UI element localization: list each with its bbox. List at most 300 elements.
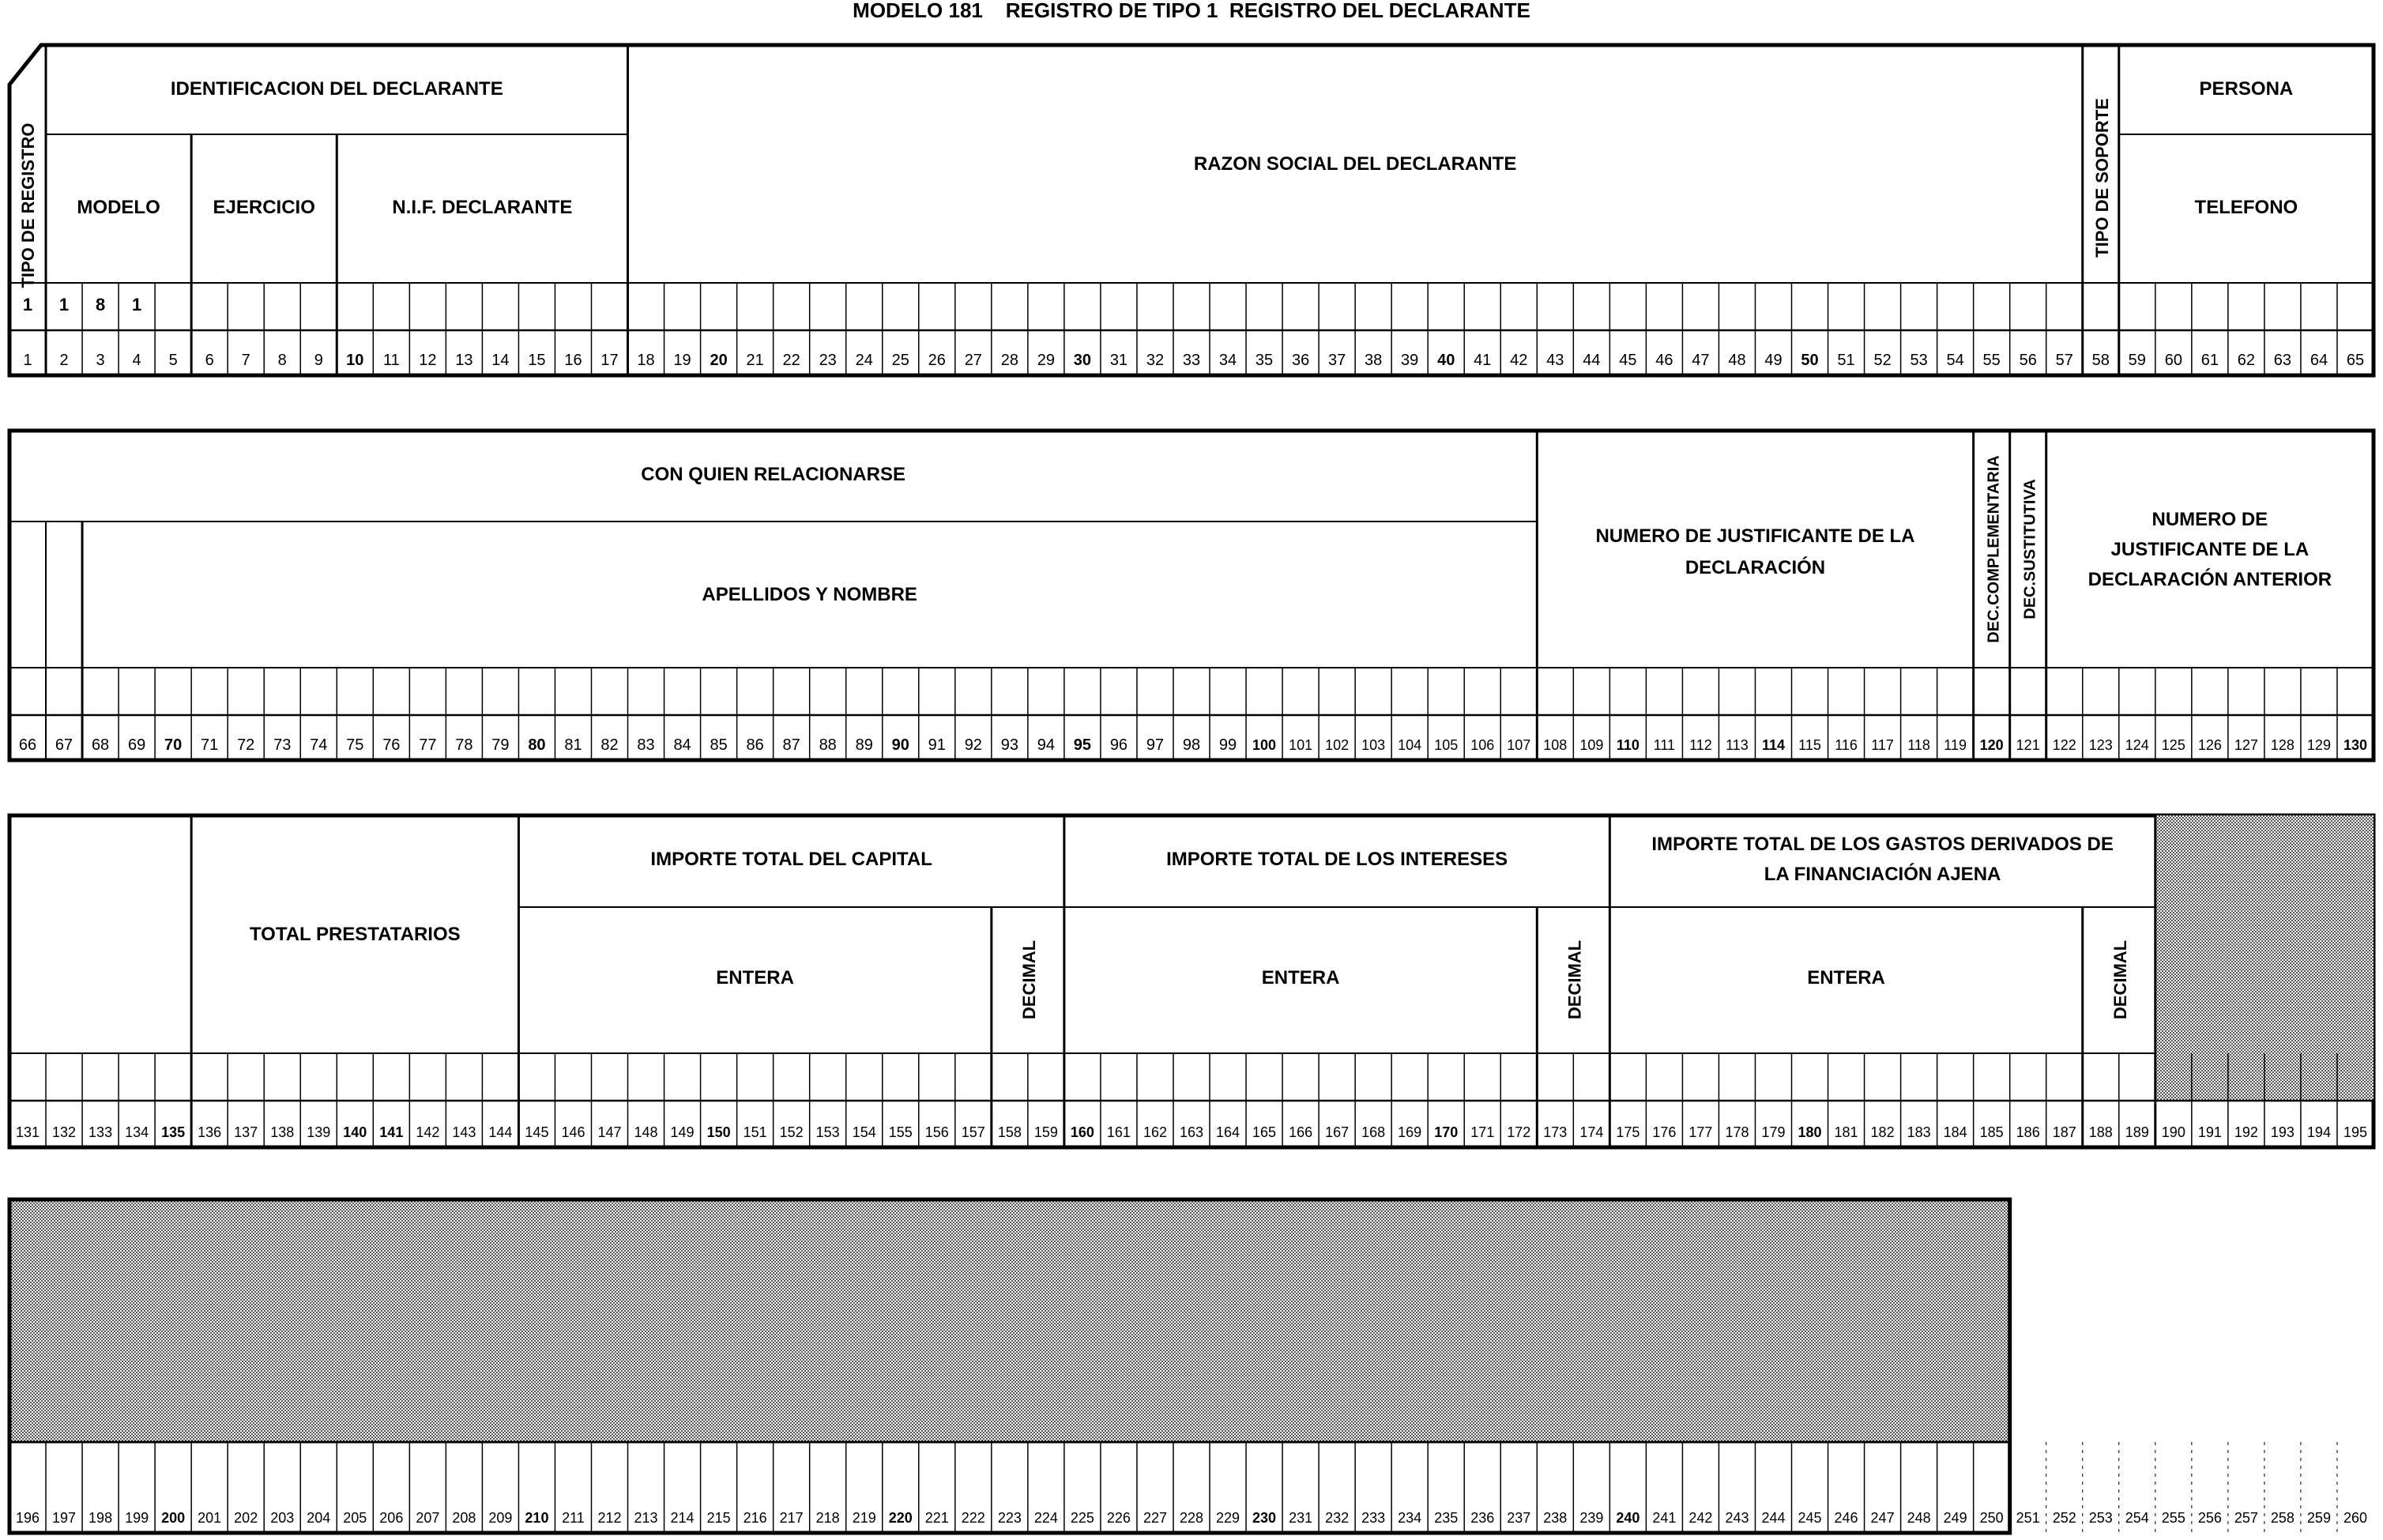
- position-number: 18: [637, 352, 655, 369]
- position-number: 165: [1252, 1124, 1277, 1140]
- position-number: 178: [1725, 1124, 1749, 1140]
- position-number: 86: [746, 736, 764, 754]
- position-number: 135: [161, 1124, 186, 1140]
- position-number: 12: [419, 352, 437, 369]
- position-number: 259: [2306, 1510, 2331, 1526]
- position-number: 146: [561, 1124, 585, 1140]
- position-number: 19: [673, 352, 691, 369]
- position-number: 31: [1109, 352, 1128, 369]
- position-number: 185: [1979, 1124, 2004, 1140]
- position-number: 125: [2161, 737, 2185, 753]
- position-number: 175: [1616, 1124, 1640, 1140]
- position-number: 257: [2234, 1510, 2258, 1526]
- position-number: 103: [1361, 737, 1386, 753]
- position-number: 67: [55, 736, 73, 754]
- position-number: 3: [96, 352, 105, 369]
- position-number: 76: [382, 736, 401, 754]
- position-number: 121: [2016, 737, 2040, 753]
- position-number: 35: [1255, 352, 1274, 369]
- position-number: 245: [1798, 1510, 1822, 1526]
- position-number: 97: [1146, 736, 1165, 754]
- position-number: 258: [2270, 1510, 2295, 1526]
- section-importes: [9, 815, 2374, 1147]
- position-number: 163: [1179, 1124, 1204, 1140]
- position-number: 235: [1434, 1510, 1459, 1526]
- position-number: 194: [2306, 1124, 2331, 1140]
- position-number: 188: [2088, 1124, 2113, 1140]
- position-number: 101: [1289, 737, 1313, 753]
- num-justificante-anterior-label: JUSTIFICANTE DE LA: [2110, 539, 2310, 560]
- num-justificante-label: NUMERO DE JUSTIFICANTE DE LA: [1595, 525, 1915, 547]
- position-number: 136: [198, 1124, 222, 1140]
- position-number: 227: [1143, 1510, 1167, 1526]
- position-number: 106: [1470, 737, 1495, 753]
- position-number: 119: [1944, 737, 1967, 753]
- position-number: 184: [1943, 1124, 1967, 1140]
- position-number: 164: [1216, 1124, 1240, 1140]
- position-number: 153: [815, 1124, 840, 1140]
- position-number: 122: [2052, 737, 2076, 753]
- position-number: 224: [1033, 1510, 1058, 1526]
- con-quien-label: CON QUIEN RELACIONARSE: [641, 464, 905, 485]
- position-number: 10: [346, 352, 364, 369]
- position-number: 120: [1979, 737, 2004, 753]
- position-number: 7: [241, 352, 250, 369]
- position-number: 46: [1655, 352, 1673, 369]
- form-title: MODELO 181 REGISTRO DE TIPO 1 REGISTRO DEL DECLARANTE: [853, 0, 1530, 22]
- position-number: 213: [634, 1510, 658, 1526]
- tipo-soporte-label: TIPO DE SOPORTE: [2091, 98, 2112, 258]
- position-number: 217: [779, 1510, 804, 1526]
- prefilled-digit: 8: [95, 295, 106, 314]
- position-number: 112: [1689, 737, 1712, 753]
- position-number: 251: [2016, 1510, 2040, 1526]
- position-number: 248: [1907, 1510, 1931, 1526]
- position-number: 129: [2306, 737, 2331, 753]
- position-number: 33: [1182, 352, 1201, 369]
- position-number: 226: [1106, 1510, 1131, 1526]
- position-number: 108: [1543, 737, 1568, 753]
- position-number: 219: [852, 1510, 876, 1526]
- position-number: 6: [205, 352, 214, 369]
- section-reserved: [9, 1199, 2367, 1533]
- position-number: 158: [997, 1124, 1022, 1140]
- position-number: 50: [1801, 352, 1819, 369]
- position-number: 55: [1982, 352, 2001, 369]
- position-number: 192: [2234, 1124, 2258, 1140]
- position-number: 182: [1870, 1124, 1895, 1140]
- position-number: 93: [1000, 736, 1018, 754]
- position-number: 225: [1070, 1510, 1094, 1526]
- position-number: 54: [1946, 352, 1964, 369]
- persona-label: PERSONA: [2199, 78, 2294, 100]
- position-number: 131: [15, 1124, 40, 1140]
- position-number: 202: [234, 1510, 258, 1526]
- position-number: 100: [1252, 737, 1277, 753]
- position-number: 167: [1325, 1124, 1350, 1140]
- position-number: 109: [1579, 737, 1604, 753]
- prefilled-digit: 1: [131, 295, 142, 314]
- position-number: 211: [562, 1510, 585, 1526]
- position-number: 177: [1688, 1124, 1713, 1140]
- position-number: 124: [2125, 737, 2149, 753]
- position-number: 196: [15, 1510, 40, 1526]
- position-number: 66: [18, 736, 37, 754]
- decimal-label: DECIMAL: [1018, 939, 1039, 1020]
- position-number: 88: [819, 736, 837, 754]
- position-number: 56: [2019, 352, 2037, 369]
- position-number: 8: [277, 352, 287, 369]
- position-number: 9: [314, 352, 323, 369]
- position-number: 113: [1726, 737, 1749, 753]
- position-number: 23: [819, 352, 837, 369]
- position-number: 36: [1291, 352, 1310, 369]
- position-number: 84: [673, 736, 691, 754]
- position-number: 236: [1470, 1510, 1495, 1526]
- position-number: 253: [2088, 1510, 2113, 1526]
- position-number: 85: [710, 736, 728, 754]
- position-number: 98: [1182, 736, 1201, 754]
- position-number: 132: [52, 1124, 77, 1140]
- position-number: 160: [1070, 1124, 1094, 1140]
- position-number: 139: [307, 1124, 331, 1140]
- position-number: 141: [379, 1124, 404, 1140]
- entera-label: ENTERA: [716, 967, 794, 988]
- position-number: 145: [525, 1124, 549, 1140]
- position-number: 137: [234, 1124, 258, 1140]
- position-number: 260: [2343, 1510, 2368, 1526]
- position-number: 168: [1361, 1124, 1386, 1140]
- position-number: 77: [419, 736, 437, 754]
- position-number: 156: [924, 1124, 949, 1140]
- position-number: 255: [2161, 1510, 2185, 1526]
- position-number: 176: [1652, 1124, 1677, 1140]
- position-number: 15: [528, 352, 546, 369]
- num-justificante-anterior-label: DECLARACIÓN ANTERIOR: [2087, 569, 2332, 590]
- position-number: 134: [125, 1124, 149, 1140]
- position-number: 133: [88, 1124, 113, 1140]
- position-number: 183: [1907, 1124, 1931, 1140]
- position-number: 37: [1327, 352, 1346, 369]
- section-declarante: [9, 45, 2374, 375]
- shaded-area: [9, 1199, 2010, 1442]
- position-number: 179: [1761, 1124, 1786, 1140]
- position-number: 221: [924, 1510, 949, 1526]
- position-number: 38: [1365, 352, 1383, 369]
- position-number: 65: [2346, 352, 2365, 369]
- position-number: 90: [891, 736, 909, 754]
- position-number: 223: [997, 1510, 1022, 1526]
- entera-label: ENTERA: [1807, 967, 1885, 988]
- position-number: 68: [91, 736, 110, 754]
- position-number: 162: [1143, 1124, 1167, 1140]
- capital-label: IMPORTE TOTAL DEL CAPITAL: [650, 849, 932, 870]
- position-number: 207: [416, 1510, 440, 1526]
- position-number: 173: [1543, 1124, 1568, 1140]
- position-number: 244: [1761, 1510, 1786, 1526]
- position-number: 91: [928, 736, 946, 754]
- position-number: 105: [1434, 737, 1459, 753]
- decimal-label: DECIMAL: [2110, 939, 2130, 1020]
- position-number: 149: [670, 1124, 695, 1140]
- position-number: 190: [2161, 1124, 2185, 1140]
- position-number: 111: [1653, 737, 1676, 753]
- position-number: 75: [346, 736, 364, 754]
- position-number: 13: [455, 352, 473, 369]
- position-number: 61: [2200, 352, 2219, 369]
- position-number: 43: [1546, 352, 1564, 369]
- position-number: 70: [164, 736, 183, 754]
- position-number: 199: [125, 1510, 149, 1526]
- position-number: 48: [1728, 352, 1746, 369]
- position-number: 24: [855, 352, 873, 369]
- position-number: 22: [782, 352, 800, 369]
- position-number: 242: [1688, 1510, 1713, 1526]
- total-prestatarios-label: TOTAL PRESTATARIOS: [249, 924, 461, 945]
- position-number: 11: [382, 352, 400, 369]
- position-number: 57: [2055, 352, 2073, 369]
- position-number: 239: [1579, 1510, 1604, 1526]
- position-number: 40: [1437, 352, 1455, 369]
- position-number: 215: [706, 1510, 731, 1526]
- position-number: 256: [2197, 1510, 2222, 1526]
- position-number: 102: [1325, 737, 1350, 753]
- position-number: 79: [491, 736, 510, 754]
- position-number: 81: [564, 736, 582, 754]
- intereses-label: IMPORTE TOTAL DE LOS INTERESES: [1166, 849, 1508, 870]
- position-number: 51: [1837, 352, 1855, 369]
- position-number: 170: [1434, 1124, 1459, 1140]
- position-number: 142: [416, 1124, 440, 1140]
- position-number: 82: [600, 736, 619, 754]
- position-number: 116: [1835, 737, 1858, 753]
- position-number: 53: [1910, 352, 1928, 369]
- entera-label: ENTERA: [1261, 967, 1340, 988]
- position-number: 104: [1398, 737, 1422, 753]
- position-number: 41: [1474, 352, 1492, 369]
- position-number: 47: [1692, 352, 1710, 369]
- position-number: 200: [161, 1510, 186, 1526]
- position-number: 159: [1033, 1124, 1058, 1140]
- modelo-label: MODELO: [77, 197, 160, 218]
- position-number: 80: [528, 736, 546, 754]
- position-number: 42: [1510, 352, 1528, 369]
- position-number: 201: [198, 1510, 222, 1526]
- position-number: 83: [637, 736, 655, 754]
- position-number: 233: [1361, 1510, 1386, 1526]
- section-relacionarse: [9, 431, 2374, 760]
- position-number: 99: [1218, 736, 1237, 754]
- frame: [9, 431, 2374, 760]
- position-number: 4: [132, 352, 141, 369]
- position-number: 189: [2125, 1124, 2149, 1140]
- position-number: 243: [1725, 1510, 1749, 1526]
- position-number: 92: [964, 736, 982, 754]
- position-number: 214: [670, 1510, 695, 1526]
- position-number: 58: [2091, 352, 2110, 369]
- position-number: 161: [1106, 1124, 1131, 1140]
- position-number: 44: [1583, 352, 1601, 369]
- position-number: 151: [743, 1124, 767, 1140]
- position-number: 73: [273, 736, 292, 754]
- position-number: 126: [2197, 737, 2222, 753]
- position-number: 186: [2016, 1124, 2040, 1140]
- position-number: 180: [1798, 1124, 1822, 1140]
- position-number: 231: [1289, 1510, 1313, 1526]
- position-number: 45: [1619, 352, 1637, 369]
- position-number: 206: [379, 1510, 404, 1526]
- gastos-label: IMPORTE TOTAL DE LOS GASTOS DERIVADOS DE: [1651, 834, 2114, 855]
- position-number: 115: [1798, 737, 1821, 753]
- position-number: 157: [961, 1124, 985, 1140]
- position-number: 246: [1834, 1510, 1858, 1526]
- position-number: 238: [1543, 1510, 1568, 1526]
- position-number: 154: [852, 1124, 876, 1140]
- position-number: 150: [706, 1124, 731, 1140]
- dec-sustitutiva-label: DEC.SUSTITUTIVA: [2021, 479, 2039, 619]
- position-number: 252: [2052, 1510, 2076, 1526]
- position-number: 25: [891, 352, 909, 369]
- position-number: 237: [1507, 1510, 1531, 1526]
- position-number: 71: [201, 736, 219, 754]
- position-number: 216: [743, 1510, 767, 1526]
- position-number: 21: [746, 352, 764, 369]
- position-number: 230: [1252, 1510, 1277, 1526]
- position-number: 195: [2343, 1124, 2368, 1140]
- position-number: 191: [2197, 1124, 2222, 1140]
- position-number: 209: [488, 1510, 513, 1526]
- ejercicio-label: EJERCICIO: [213, 197, 315, 218]
- position-number: 17: [600, 352, 619, 369]
- position-number: 62: [2237, 352, 2256, 369]
- position-number: 96: [1109, 736, 1128, 754]
- identificacion-label: IDENTIFICACION DEL DECLARANTE: [170, 78, 503, 100]
- position-number: 193: [2270, 1124, 2295, 1140]
- position-number: 74: [310, 736, 328, 754]
- position-number: 174: [1579, 1124, 1604, 1140]
- position-number: 118: [1907, 737, 1930, 753]
- position-number: 60: [2164, 352, 2182, 369]
- position-number: 32: [1146, 352, 1165, 369]
- position-number: 27: [964, 352, 982, 369]
- razon-social-label: RAZON SOCIAL DEL DECLARANTE: [1193, 153, 1517, 175]
- position-number: 172: [1507, 1124, 1531, 1140]
- position-number: 26: [928, 352, 946, 369]
- position-number: 34: [1218, 352, 1237, 369]
- position-number: 247: [1870, 1510, 1895, 1526]
- position-number: 59: [2128, 352, 2146, 369]
- gastos-label: LA FINANCIACIÓN AJENA: [1764, 864, 2001, 885]
- position-number: 220: [888, 1510, 913, 1526]
- nif-label: N.I.F. DECLARANTE: [392, 197, 573, 218]
- position-number: 222: [961, 1510, 985, 1526]
- position-number: 20: [710, 352, 728, 369]
- position-number: 204: [307, 1510, 331, 1526]
- position-number: 5: [168, 352, 178, 369]
- position-number: 29: [1037, 352, 1056, 369]
- position-number: 28: [1000, 352, 1018, 369]
- position-number: 64: [2310, 352, 2328, 369]
- position-number: 63: [2273, 352, 2292, 369]
- position-number: 228: [1179, 1510, 1204, 1526]
- position-number: 229: [1216, 1510, 1240, 1526]
- position-number: 205: [343, 1510, 367, 1526]
- position-number: 148: [634, 1124, 658, 1140]
- prefilled-digit: 1: [58, 295, 70, 314]
- position-number: 140: [343, 1124, 367, 1140]
- position-number: 198: [88, 1510, 113, 1526]
- position-number: 123: [2088, 737, 2113, 753]
- position-number: 241: [1652, 1510, 1677, 1526]
- position-number: 166: [1289, 1124, 1313, 1140]
- position-number: 95: [1073, 736, 1092, 754]
- position-number: 187: [2052, 1124, 2076, 1140]
- position-number: 94: [1037, 736, 1056, 754]
- position-number: 72: [237, 736, 255, 754]
- position-number: 203: [270, 1510, 295, 1526]
- position-number: 127: [2234, 737, 2258, 753]
- dec-complementaria-label: DEC.COMPLEMENTARIA: [1985, 455, 2003, 643]
- position-number: 52: [1873, 352, 1892, 369]
- position-number: 218: [815, 1510, 840, 1526]
- position-number: 249: [1943, 1510, 1967, 1526]
- position-number: 107: [1507, 737, 1531, 753]
- position-number: 128: [2270, 737, 2295, 753]
- position-number: 155: [888, 1124, 913, 1140]
- apellidos-label: APELLIDOS Y NOMBRE: [702, 584, 917, 605]
- position-number: 1: [23, 352, 32, 369]
- position-number: 144: [488, 1124, 513, 1140]
- position-number: 130: [2343, 737, 2368, 753]
- position-number: 49: [1764, 352, 1783, 369]
- position-number: 2: [59, 352, 69, 369]
- position-number: 232: [1325, 1510, 1350, 1526]
- position-number: 197: [52, 1510, 77, 1526]
- position-number: 210: [525, 1510, 549, 1526]
- decimal-label: DECIMAL: [1564, 939, 1585, 1020]
- position-number: 212: [597, 1510, 622, 1526]
- position-number: 171: [1470, 1124, 1495, 1140]
- position-number: 69: [127, 736, 146, 754]
- position-number: 138: [270, 1124, 295, 1140]
- position-number: 169: [1398, 1124, 1422, 1140]
- position-number: 152: [779, 1124, 804, 1140]
- prefilled-digit: 1: [22, 295, 33, 314]
- position-number: 39: [1401, 352, 1419, 369]
- tipo-registro-label: TIPO DE REGISTRO: [18, 122, 39, 288]
- position-number: 78: [455, 736, 473, 754]
- position-number: 114: [1761, 737, 1786, 753]
- position-number: 110: [1616, 737, 1639, 753]
- telefono-label: TELEFONO: [2194, 197, 2298, 218]
- position-number: 240: [1616, 1510, 1640, 1526]
- position-number: 87: [782, 736, 800, 754]
- position-number: 14: [491, 352, 510, 369]
- num-justificante-anterior-label: NUMERO DE: [2151, 509, 2268, 530]
- position-number: 147: [597, 1124, 622, 1140]
- position-number: 117: [1871, 737, 1894, 753]
- position-number: 254: [2125, 1510, 2149, 1526]
- position-number: 181: [1834, 1124, 1858, 1140]
- position-number: 143: [452, 1124, 476, 1140]
- position-number: 234: [1398, 1510, 1422, 1526]
- position-number: 208: [452, 1510, 476, 1526]
- position-number: 250: [1979, 1510, 2004, 1526]
- position-number: 30: [1073, 352, 1092, 369]
- position-number: 16: [564, 352, 582, 369]
- num-justificante-label: DECLARACIÓN: [1685, 557, 1826, 578]
- position-number: 89: [855, 736, 873, 754]
